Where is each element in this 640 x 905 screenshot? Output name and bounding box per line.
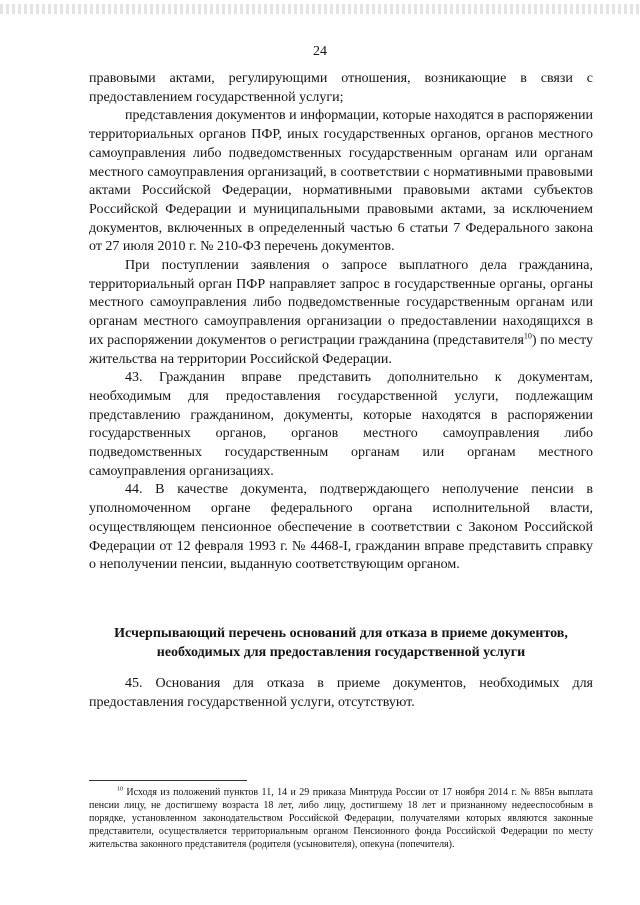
paragraph-continuation: правовыми актами, регулирующими отношения, возникающие в связи с предоставлением государственной услуги; xyxy=(89,71,593,105)
main-text xyxy=(89,70,593,575)
footnote-text: Исходя из положений пунктов 11, 14 и 29 приказа Минтруда России от 17 ноября 2014 г. № 885н выплата пенсии лицу, не достигшему возраста 18 лет, либо лицу, достигшему 18 лет и признанному недееспособным в порядке, установленном законодательством Российской Федерации, получателями которых являются законные представители, осуществляется территориальным органом Пенсионного фонда Российской Федерации по месту жительства законного представителя (родителя (усыновителя), опекуна (попечителя). xyxy=(89,787,593,850)
section-heading-line2: необходимых для предоставления государственной услуги xyxy=(156,644,526,660)
footnote xyxy=(89,786,593,851)
section-heading xyxy=(89,625,593,662)
paragraph-request-tail: ) по месту жительства на территории Российской Федерации. xyxy=(89,332,593,367)
footnote-reference[interactable]: 10 xyxy=(523,331,532,341)
page-number: 24 xyxy=(313,44,327,59)
paragraph-43: 43. Гражданин вправе представить дополнительно к документам, необходимым для предоставления государственной услуги, подлежащим представлению гражданином, документы, которые находятся в распоряжении государственных органов, органов местного самоуправления либо подведомственных государственным органам или органам местного самоуправления организациях. xyxy=(89,370,593,479)
paragraph-request xyxy=(89,257,593,369)
paragraph-44: 44. В качестве документа, подтверждающего неполучение пенсии в уполномоченном органе федерального органа исполнительной власти, осуществляющем пенсионное обеспечение в соответствии с Законом Российской Федерации от 12 февраля 1993 г. № 4468-I, гражданин вправе представить справку о неполучении пенсии, выданную соответствующим органом. xyxy=(89,482,593,573)
scan-top-edge xyxy=(0,4,640,14)
paragraph-request-text: При поступлении заявления о запросе выплатного дела гражданина, территориальный орган ПФР направляет запрос в государственные органы, органы местного самоуправления либо подведомственные государственным органам или органам местного самоуправления организации о предоставлении находящихся в их распоряжении документов о регистрации гражданина (представителя xyxy=(89,258,593,348)
footnote-marker: 10 xyxy=(117,786,123,793)
paragraph-45: 45. Основания для отказа в приеме документов, необходимых для предоставления государственной услуги, отсутствуют. xyxy=(89,676,593,710)
footnote-separator xyxy=(89,780,247,781)
section-heading-line1: Исчерпывающий перечень оснований для отказа в приеме документов, xyxy=(114,626,568,641)
paragraph-documents: представления документов и информации, которые находятся в распоряжении территориальных органов ПФР, иных государственных органов, органов местного самоуправления либо подведомственных государственным органам или органам местного самоуправления организаций, в соответствии с нормативными правовыми актами Российской Федерации, нормативными правовыми актами субъектов Российской Федерации и муниципальными правовыми актами, за исключением документов, включенных в определенный частью 6 статьи 7 Федерального закона от 27 июля 2010 г. № 210-ФЗ перечень документов. xyxy=(89,108,593,255)
